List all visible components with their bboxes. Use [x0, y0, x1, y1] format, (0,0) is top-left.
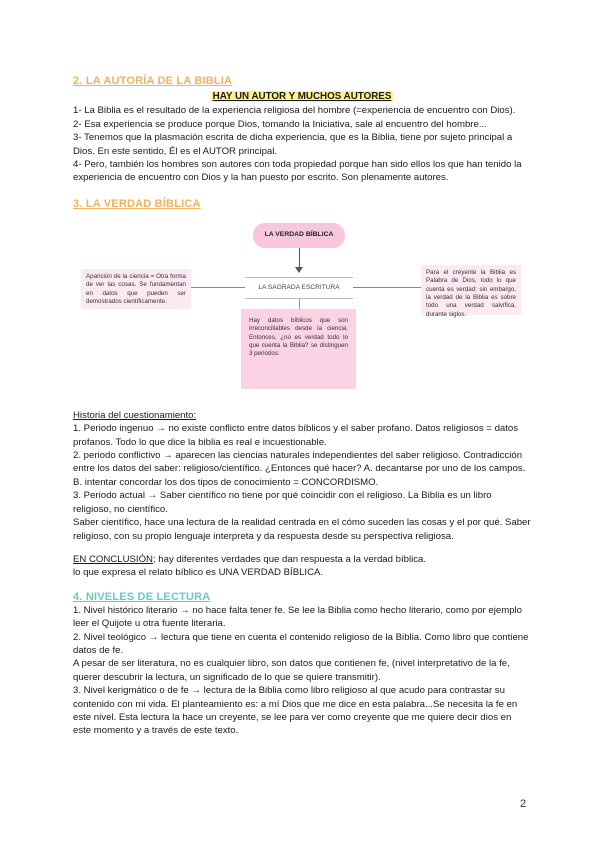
history-heading: Historia del cuestionamiento: [73, 409, 197, 421]
conclusion-line-2: lo que expresa el relato bíblico es UNA VERDAD BÍBLICA. [73, 567, 324, 579]
section-4-paragraph-2: 2. Nivel teológico → lectura que tiene en cuenta el contenido religioso de la Biblia. Como libro que contiene datos de fe. [73, 631, 529, 656]
section-2-subheading [73, 90, 531, 103]
concept-diagram [73, 219, 531, 397]
history-item-2: 2. periodo conflictivo → aparecen las ciencias naturales independientes del saber religioso. Contradicción entre los datos del saber: religioso/científico. ¿Entonces qué hacer? A. decantarse por uno de los campos. B. intentar concordar los dos tipos de conocimiento = CONCORDISMO. [73, 450, 526, 488]
section-2-paragraph-1: 1- La Biblia es el resultado de la experiencia religiosa del hombre (=experiencia de encuentro con Dios). [73, 105, 516, 117]
diagram-connector-left [190, 287, 245, 288]
section-2-paragraph-4: 4- Pero, también los hombres son autores con toda propiedad porque han sido ellos los que han tenido la experiencia de encuentro con Dios y la han puesto por escrito. Son plenamente autores. [73, 159, 522, 184]
page-number: 2 [520, 798, 527, 810]
highlighted-subheading: HAY UN AUTOR Y MUCHOS AUTORES [212, 91, 392, 102]
history-item-3: 3. Periodo actual → Saber científico no tiene por qué coincidir con el religioso. La Biblia es un libro religioso, no científico. [73, 490, 492, 515]
diagram-connector-right [353, 287, 422, 288]
diagram-arrow-head [295, 267, 303, 273]
page-content [73, 74, 531, 738]
history-item-4: Saber científico, hace una lectura de la realidad centrada en el cómo suceden las cosas y el por qué. Saber religioso, con su propio lenguaje interpreta y da respuesta desde su perspectiva religiosa. [73, 517, 531, 542]
diagram-node-ciencia: Aparición de la ciencia = Otra forma de ver las cosas. Se fundamentan en datos que pueden ser demostrados científicamente. [81, 269, 191, 309]
section-2-paragraph-3: 3- Tenemos que la plasmación escrita de dicha experiencia, que es la Biblia, tiene por sujeto principal a Dios. En este sentido, Él es el AUTOR principal. [73, 132, 513, 157]
section-4-paragraph-4: 3. Nivel kerigmático o de fe → lectura de la Biblia como libro religioso al que acudo para contrastar su contenido con mi vida. El planteamiento es: a mí Dios que me dice en esta palabra...Se necesita la fe en este nivel. Esta lectura la hace un creyente, se lee para ver como creyente que me quiere decir dios en este momento y a través de este texto. [73, 685, 518, 737]
diagram-node-sagrada-escritura: LA SAGRADA ESCRITURA [245, 277, 353, 299]
diagram-connector-bottom [299, 299, 300, 309]
diagram-node-creyente: Para el creyente la Biblia es Palabra de Dios, todo lo que cuenta es verdad; sin embargo, la verdad de la Biblia es sobre todo una verdad salvífica, durante siglos. [421, 265, 521, 315]
section-2-title: 2. LA AUTORÍA DE LA BIBLIA [73, 75, 233, 87]
section-2-paragraph-2: 2- Esa experiencia se produce porque Dios, tomando la Iniciativa, sale al encuentro del hombre... [73, 118, 487, 130]
section-4-title: 4. NIVELES DE LECTURA [73, 590, 211, 603]
section-4-paragraph-1: 1. Nivel histórico literario → no hace falta tener fe. Se lee la Biblia como hecho literario, como por ejemplo leer el Quijote u otra fuente literaria. [73, 604, 522, 630]
history-item-1: 1. Periodo ingenuo → no existe conflicto entre datos bíblicos y el saber profano. Datos religiosos = datos profanos. Todo lo que dice la biblia es real e incuestionable. [73, 423, 519, 448]
section-4-paragraph-3: A pesar de ser literatura, no es cualquier libro, son datos que contienen fe, (nivel interpretativo de la fe, querer descubrir la lectura, un significado de lo que se quiere transmitir). [73, 658, 510, 683]
section-3-title: 3. LA VERDAD BÍBLICA [73, 197, 201, 210]
conclusion-line-1 [73, 553, 531, 566]
conclusion-text: ; hay diferentes verdades que dan respuesta a la verdad bíblica. [152, 553, 427, 565]
diagram-node-datos-biblicos: Hay datos bíblicos que son irreconciliables desde la ciencia. Entonces, ¿no es verdad todo lo que cuenta la Biblia? se distinguen 3 periodos: [241, 309, 356, 389]
diagram-node-verdad-biblica: LA VERDAD BÍBLICA [253, 223, 345, 248]
conclusion-label: EN CONCLUSIÓN [73, 553, 153, 565]
